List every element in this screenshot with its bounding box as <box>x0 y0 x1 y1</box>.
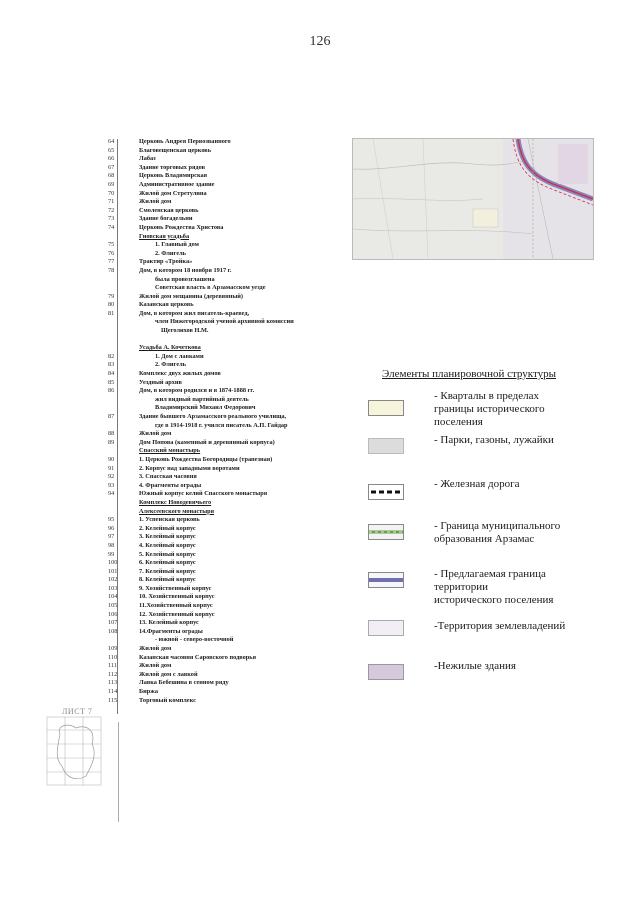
list-item-number: 82 <box>108 352 115 360</box>
railway-swatch <box>368 484 404 500</box>
list-item <box>108 190 348 199</box>
list-item <box>108 688 348 697</box>
list-item <box>108 473 348 482</box>
list-item-number: 74 <box>108 223 115 231</box>
list-item-number: 85 <box>108 378 115 386</box>
legend-item-label: -Нежилые здания <box>434 660 516 672</box>
list-item-number <box>108 422 139 431</box>
list-item-text: Дом, в котором 18 ноября 1917 г. <box>139 266 232 274</box>
parks-swatch <box>368 438 404 454</box>
list-item-text: Южный корпус келий Спасского монастыря <box>139 490 268 498</box>
list-item <box>108 344 348 353</box>
list-item-text: Щеголихов Н.М. <box>161 327 209 335</box>
list-item-number: 109 <box>108 645 118 653</box>
list-item-number: 65 <box>108 146 115 154</box>
list-item <box>108 276 348 285</box>
list-item <box>108 207 348 216</box>
map-fragment-svg <box>353 139 593 259</box>
list-item-number <box>108 404 139 413</box>
list-item-text: 2. Флигель <box>155 249 186 257</box>
list-item-number: 112 <box>108 670 118 678</box>
list-item <box>108 559 348 568</box>
list-item-number: 107 <box>108 619 118 627</box>
list-item <box>108 628 348 637</box>
list-item <box>108 619 348 628</box>
list-item-text: Церковь Андрея Первозванного <box>139 138 231 145</box>
list-item-text: Жилой дом Стретулина <box>139 189 207 197</box>
list-item <box>108 301 348 310</box>
legend-item-label: - Предлагаемая граница территории исторического поселения <box>434 568 554 606</box>
list-item <box>108 267 348 276</box>
list-item-text: 1. Церковь Рождества Богородицы (трапезная) <box>139 455 273 463</box>
list-item-number: 99 <box>108 550 115 558</box>
list-item <box>108 602 348 611</box>
margin-mark <box>118 722 119 822</box>
list-item-number: 71 <box>108 198 115 206</box>
list-item-number <box>108 499 139 508</box>
list-item <box>108 611 348 620</box>
list-item-number: 111 <box>108 662 117 670</box>
list-item-text: Дом Попова (каменный и деревянный корпуса) <box>139 438 275 446</box>
list-item <box>108 654 348 663</box>
list-item-number: 72 <box>108 206 115 214</box>
list-item-number: 79 <box>108 292 115 300</box>
quarters-swatch <box>368 400 404 416</box>
list-item-text: 5. Келейный корпус <box>139 550 196 558</box>
list-item-number <box>108 327 139 336</box>
list-item-number: 106 <box>108 610 118 618</box>
list-item <box>108 181 348 190</box>
list-item-text <box>139 336 348 345</box>
list-item-number: 81 <box>108 309 115 317</box>
list-item <box>108 284 348 293</box>
sheet-index-map <box>46 716 102 786</box>
list-item <box>108 353 348 362</box>
list-item <box>108 439 348 448</box>
list-item-number: 96 <box>108 524 115 532</box>
list-item-text: Жилой дом <box>139 198 172 206</box>
list-item-text: 13. Келейный корпус <box>139 619 199 627</box>
list-item-text: 10. Хозяйственный корпус <box>139 593 215 601</box>
list-item-text: Советская власть в Арзамасском уезде <box>155 284 266 292</box>
list-item-text: 2. Келейный корпус <box>139 524 196 532</box>
list-item <box>108 456 348 465</box>
list-item <box>108 482 348 491</box>
list-item-number: 69 <box>108 180 115 188</box>
list-item <box>108 499 348 508</box>
list-item <box>108 636 348 645</box>
list-item <box>108 404 348 413</box>
list-item-text: Дом, в котором родился и в 1874-1888 гг. <box>139 387 255 395</box>
list-item-text: Жилой дом мещанина (деревянный) <box>139 292 243 300</box>
list-item-number: 110 <box>108 653 118 661</box>
list-item-number <box>108 276 139 285</box>
list-item-number: 113 <box>108 679 118 687</box>
list-item <box>108 593 348 602</box>
list-item-number: 104 <box>108 593 118 601</box>
list-item-text: 9. Хозяйственный корпус <box>139 584 212 592</box>
list-item <box>108 576 348 585</box>
list-item-text: Биржа <box>139 688 159 695</box>
list-item <box>108 336 348 345</box>
list-item-text: Лавка Бебешина в сенном ряду <box>139 679 229 687</box>
list-item-number: 100 <box>108 559 118 567</box>
list-item-number: 94 <box>108 490 115 498</box>
list-item-number: 91 <box>108 464 115 472</box>
list-item-text: Церковь Рождества Христова <box>139 223 224 231</box>
list-item-number <box>108 636 139 645</box>
list-item-text: 11.Хозяйственный корпус <box>139 602 213 610</box>
list-item <box>108 387 348 396</box>
municipal-boundary-swatch <box>368 524 404 540</box>
list-item-text: была провозглашена <box>155 275 215 283</box>
list-item-number: 105 <box>108 602 118 610</box>
list-item-text: 8. Келейный корпус <box>139 576 196 584</box>
list-item-number: 66 <box>108 155 115 163</box>
list-item-number: 92 <box>108 473 115 481</box>
list-item-text: Жилой дом <box>139 430 172 438</box>
list-item <box>108 215 348 224</box>
list-item <box>108 164 348 173</box>
list-item-number <box>108 396 139 405</box>
list-item <box>108 465 348 474</box>
list-item <box>108 430 348 439</box>
proposed-boundary-swatch <box>368 572 404 588</box>
list-item-text: Жилой дом <box>139 662 172 670</box>
list-item <box>108 138 348 147</box>
list-item-number <box>108 336 139 345</box>
legend-item-label: - Парки, газоны, лужайки <box>434 434 554 446</box>
list-item-number: 102 <box>108 576 118 584</box>
list-item-number: 115 <box>108 696 118 704</box>
list-item-number: 68 <box>108 172 115 180</box>
list-item-text: Жилой дом с лавкой <box>139 670 198 678</box>
list-item-text: Алексеевского монастыря <box>139 507 215 515</box>
list-item-text: - южной - северо-восточной <box>155 636 234 644</box>
list-item <box>108 327 348 336</box>
list-item-number: 98 <box>108 541 115 549</box>
legend-item <box>368 568 628 628</box>
list-item-text: 1. Главный дом <box>155 241 199 249</box>
list-item-number: 86 <box>108 387 115 395</box>
list-item <box>108 697 348 706</box>
list-item-number: 93 <box>108 481 115 489</box>
list-item-text: Здание торговых рядов <box>139 163 206 171</box>
list-item-text: 3. Спасская часовня <box>139 473 197 481</box>
list-item-number: 108 <box>108 627 118 635</box>
list-item-number: 80 <box>108 301 115 309</box>
legend-item <box>368 660 628 720</box>
list-item-number: 77 <box>108 258 115 266</box>
page-number: 126 <box>309 34 331 49</box>
list-item <box>108 533 348 542</box>
list-item-number: 76 <box>108 249 115 257</box>
list-item-text: где в 1914-1918 г. учился писатель А.П. Гайдар <box>155 421 288 429</box>
list-item-text: Церковь Владимирская <box>139 172 208 180</box>
list-item <box>108 318 348 327</box>
list-item-text: 4. Фрагменты ограды <box>139 481 202 489</box>
list-item-text: 3. Келейный корпус <box>139 533 196 541</box>
list-item-number: 78 <box>108 266 115 274</box>
list-item <box>108 516 348 525</box>
list-item <box>108 508 348 517</box>
list-item-text: член Нижегородской ученой архивной комиссии <box>155 318 294 326</box>
list-item-text: 12. Хозяйственный корпус <box>139 610 215 618</box>
legend-item-label: - Граница муниципального образования Арзамас <box>434 520 561 545</box>
list-item-text: Комплекс Новодевичьего <box>139 498 212 506</box>
list-item-number: 64 <box>108 138 115 145</box>
legend-title: Элементы планировочной структуры <box>382 368 557 380</box>
list-item-text: Здание богадельни <box>139 215 193 223</box>
land-swatch <box>368 620 404 636</box>
list-item-text: Дом, в котором жил писатель-краевед, <box>139 309 250 317</box>
list-item <box>108 662 348 671</box>
list-item-text: 1. Дом с лавками <box>155 352 204 360</box>
list-item <box>108 241 348 250</box>
list-item-number: 90 <box>108 455 115 463</box>
list-item <box>108 645 348 654</box>
list-item-number <box>108 284 139 293</box>
list-item-number <box>108 233 139 242</box>
list-item <box>108 525 348 534</box>
list-item-text: Жилой дом <box>139 645 172 653</box>
list-item-number: 97 <box>108 533 115 541</box>
list-item-number: 70 <box>108 189 115 197</box>
list-item-text: Трактир «Тройка» <box>139 258 193 266</box>
list-item-text: Казанская церковь <box>139 301 194 309</box>
legend-item-label: - Кварталы в пределах границы исторического поселения <box>434 390 545 428</box>
list-item-number: 73 <box>108 215 115 223</box>
list-item <box>108 585 348 594</box>
list-item <box>108 422 348 431</box>
list-item-text: Благовещенская церковь <box>139 146 212 154</box>
list-item <box>108 568 348 577</box>
list-item-text: 6. Келейный корпус <box>139 559 196 567</box>
list-item <box>108 413 348 422</box>
list-item <box>108 671 348 680</box>
list-item <box>108 155 348 164</box>
list-item <box>108 551 348 560</box>
list-item <box>108 396 348 405</box>
list-item-text: Лабаз <box>139 155 156 163</box>
list-item-number: 67 <box>108 163 115 171</box>
list-item-number <box>108 344 139 353</box>
list-item <box>108 293 348 302</box>
list-item <box>108 370 348 379</box>
list-item-text: Спасский монастырь <box>139 447 201 455</box>
list-item <box>108 542 348 551</box>
list-item-text: Уездный архив <box>139 378 182 386</box>
list-item-number: 101 <box>108 567 118 575</box>
list-item-text: 4. Келейный корпус <box>139 541 196 549</box>
legend-item-label: - Железная дорога <box>434 478 520 490</box>
list-item-number: 88 <box>108 430 115 438</box>
list-item-text: Административное здание <box>139 180 215 188</box>
list-item-text: 1. Успенская церковь <box>139 516 200 524</box>
list-item-text: Гиовская усадьба <box>139 232 190 240</box>
list-item <box>108 447 348 456</box>
list-item-number: 103 <box>108 584 118 592</box>
list-item-text: 14.Фрагменты ограды <box>139 627 203 635</box>
list-item-text: Усадьба А. Кочеткова <box>139 344 201 352</box>
list-item-text: Комплекс двух жилых домов <box>139 370 221 378</box>
list-item <box>108 198 348 207</box>
list-item-text: Смоленская церковь <box>139 206 199 214</box>
list-item <box>108 250 348 259</box>
list-item <box>108 258 348 267</box>
list-item-text: Владимирский Михаил Федорович <box>155 404 256 412</box>
list-item <box>108 361 348 370</box>
sheet-index-map-svg <box>46 716 102 786</box>
list-item-number: 95 <box>108 516 115 524</box>
list-item <box>108 224 348 233</box>
list-item-number: 75 <box>108 241 115 249</box>
nonresidential-swatch <box>368 664 404 680</box>
list-item-number <box>108 318 139 327</box>
list-item-text: 7. Келейный корпус <box>139 567 196 575</box>
list-item-number: 87 <box>108 413 115 420</box>
list-item-text: Торговый комплекс <box>139 696 196 704</box>
list-item <box>108 172 348 181</box>
list-item <box>108 490 348 499</box>
list-item-number <box>108 447 139 456</box>
list-item-number: 84 <box>108 370 115 378</box>
sheet-label: ЛИСТ 7 <box>62 707 93 716</box>
list-item <box>108 379 348 388</box>
list-item-number: 114 <box>108 688 118 695</box>
monument-list <box>108 138 348 705</box>
list-item-number: 83 <box>108 361 115 369</box>
legend-item-label: -Территория землевладений <box>434 620 566 632</box>
map-fragment <box>352 138 594 260</box>
list-item-text: Здание бывшего Арзамасского реального училища, <box>139 413 287 420</box>
list-item-number <box>108 508 139 517</box>
list-item <box>108 310 348 319</box>
list-item-number: 89 <box>108 438 115 446</box>
list-item <box>108 233 348 242</box>
list-item <box>108 679 348 688</box>
list-item-text: жил видный партийный деятель <box>155 395 249 403</box>
list-item-text: 2. Флигель <box>155 361 186 369</box>
list-item-text: Казанская часовня Саровского подворья <box>139 653 256 661</box>
list-item <box>108 147 348 156</box>
list-item-text: 2. Корпус над западными воротами <box>139 464 240 472</box>
